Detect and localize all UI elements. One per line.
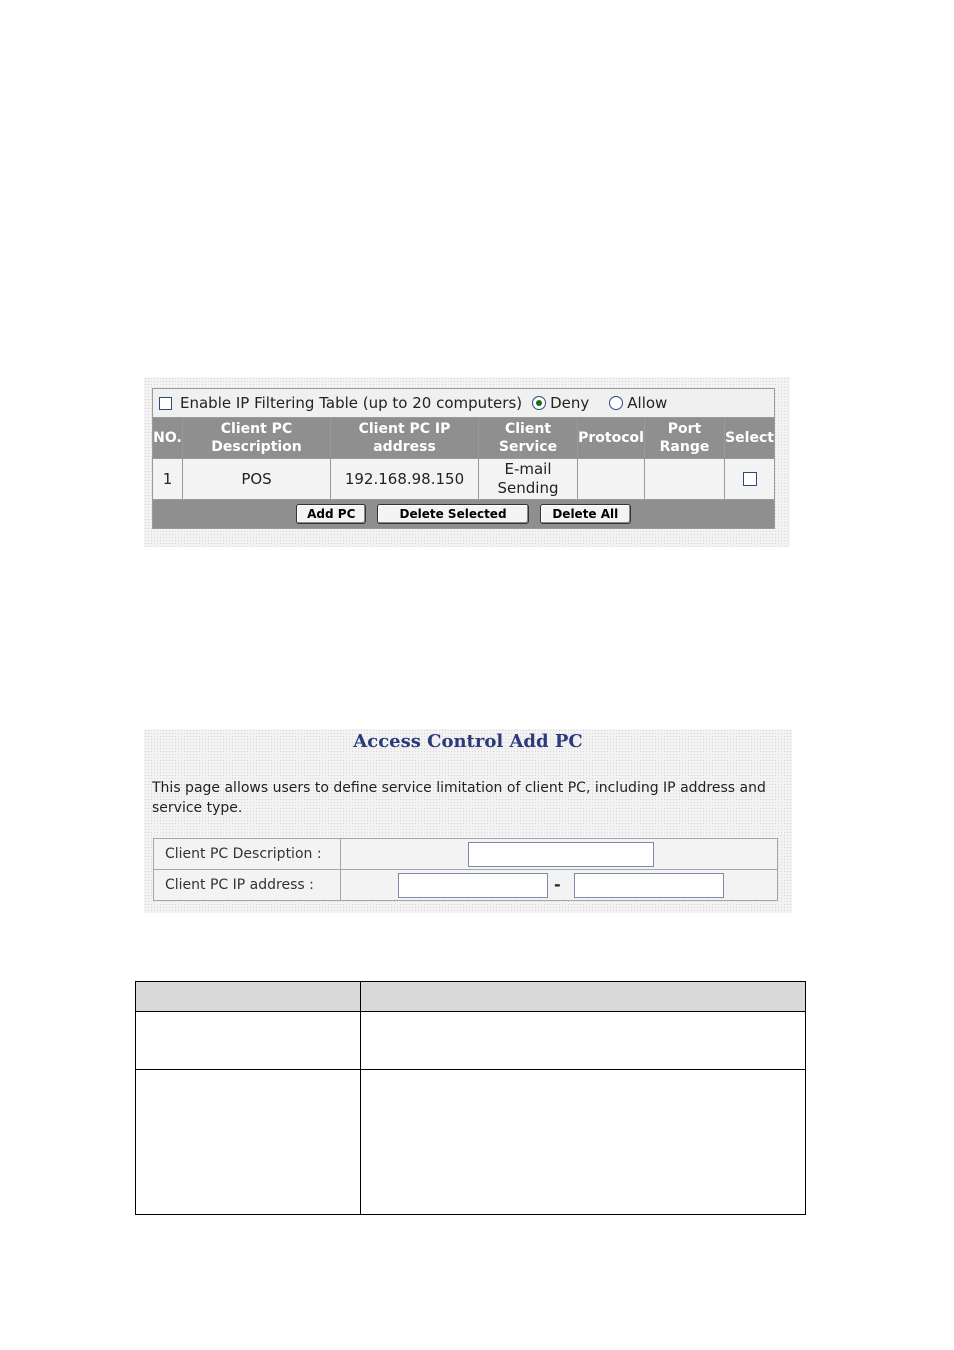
col-header-service: Client Service [479,418,578,459]
allow-label: Allow [627,394,668,412]
client-pc-description-label: Client PC Description : [154,839,341,870]
client-pc-ip-start-input[interactable] [398,873,548,898]
parameter-table-header [136,982,806,1012]
allow-radio[interactable] [609,396,623,410]
cell-select [725,459,775,500]
add-pc-panel [144,729,792,913]
parameter-table [135,981,806,1215]
table-row [136,1012,806,1070]
cell-port-range [645,459,725,500]
description-row [154,839,778,870]
delete-all-button[interactable]: Delete All [540,504,631,524]
ip-range-separator: - [554,875,561,894]
cell-service: E-mail Sending [479,459,578,500]
col-header-description: Client PC Description [183,418,331,459]
delete-selected-button[interactable]: Delete Selected [377,504,529,524]
page-title: Access Control Add PC [353,731,583,752]
deny-label: Deny [550,394,590,412]
col-header-protocol: Protocol [578,418,645,459]
button-row [153,500,775,529]
cell-ip: 192.168.98.150 [331,459,479,500]
col-header-port-range: Port Range [645,418,725,459]
enable-filter-label: Enable IP Filtering Table (up to 20 computers) [180,394,523,412]
ip-filter-table [152,388,775,529]
cell-no: 1 [153,459,183,500]
enable-row [153,389,775,418]
col-header-select: Select [725,418,775,459]
cell-protocol [578,459,645,500]
col-header-no: NO. [153,418,183,459]
cell-description: POS [183,459,331,500]
add-pc-button[interactable]: Add PC [296,504,366,524]
client-pc-ip-end-input[interactable] [574,873,724,898]
ip-filter-panel [144,377,790,547]
row-select-checkbox[interactable] [743,472,757,486]
enable-filter-checkbox[interactable] [159,397,172,410]
table-row [153,459,775,500]
table-row [136,1070,806,1215]
table-header-row [153,418,775,459]
deny-radio[interactable] [532,396,546,410]
col-header-ip: Client PC IP address [331,418,479,459]
client-pc-ip-label: Client PC IP address : [154,870,341,901]
client-pc-description-input[interactable] [468,842,654,867]
page-description: This page allows users to define service limitation of client PC, including IP address and service type. [152,780,766,816]
